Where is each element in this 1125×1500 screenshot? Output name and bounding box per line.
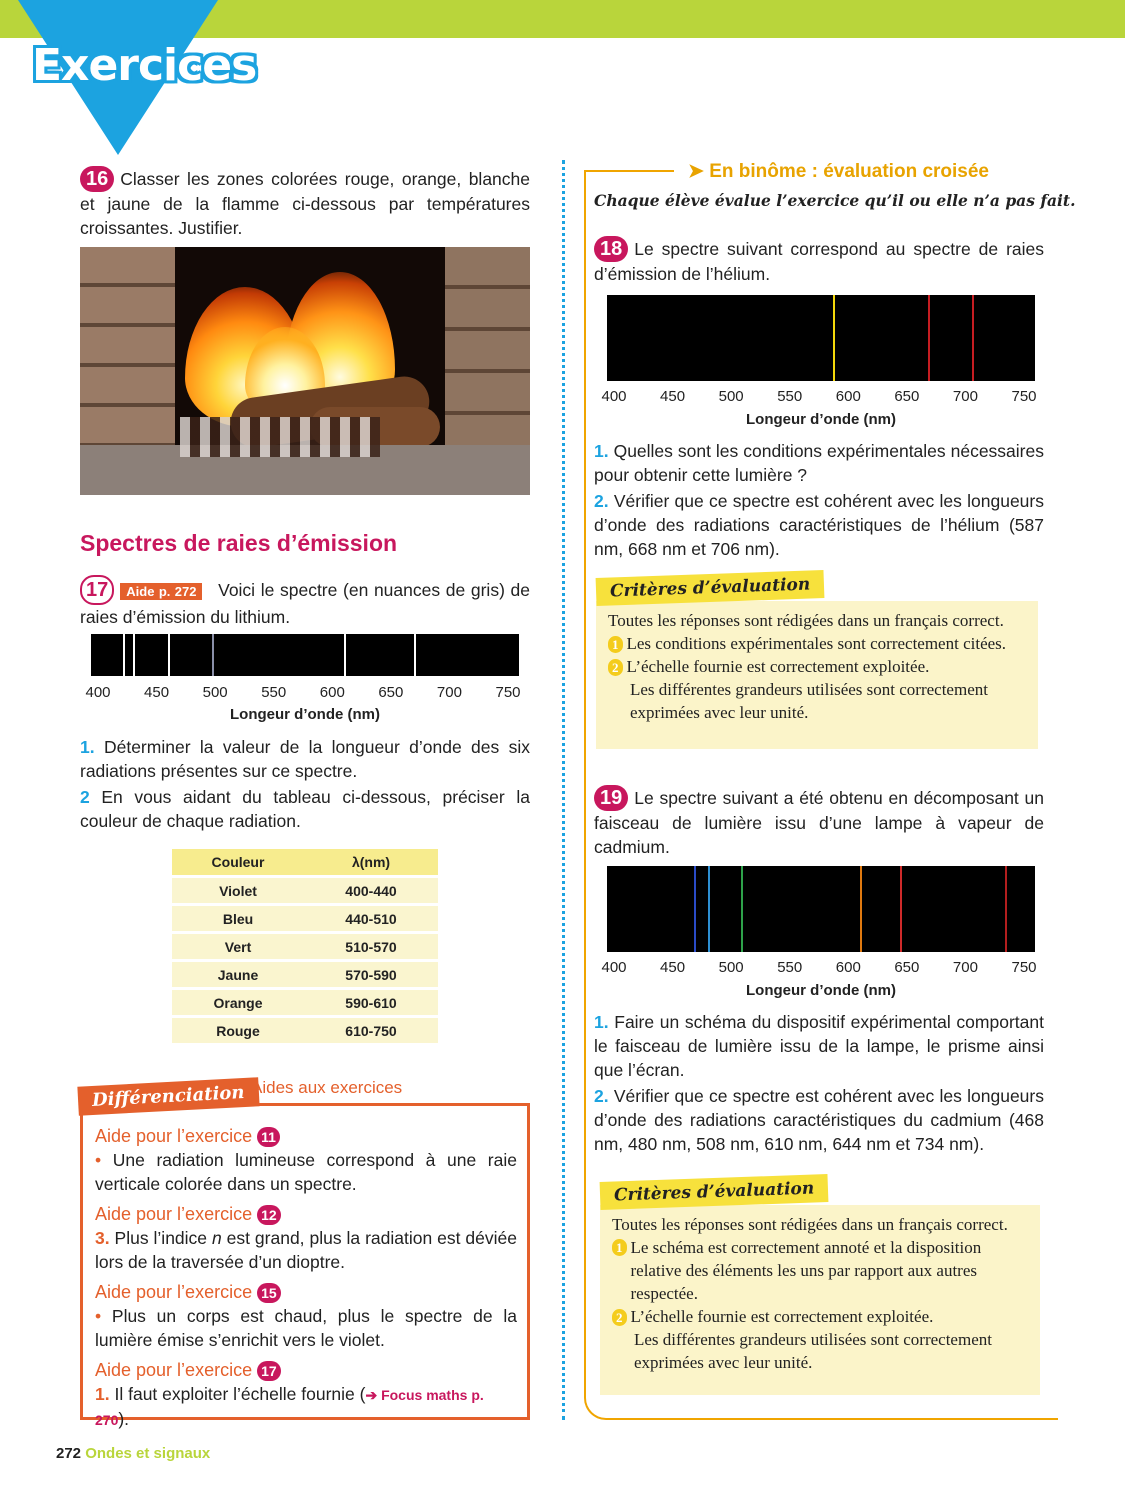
tick-label: 650 — [894, 388, 920, 405]
tick-label: 600 — [319, 684, 345, 701]
aide-label: Aide pour l’exercice — [95, 1360, 253, 1380]
exercise-19-q2: 2. Vérifier que ce spectre est cohérent avec les longueurs d’onde des radiations caractéristiques du cadmium (468 nm, 480 nm, 508 nm, 610 nm, 644 nm et 734 nm). — [594, 1086, 1044, 1154]
tick-label: 400 — [85, 684, 111, 701]
spectral-line — [928, 295, 930, 381]
tick-label: 450 — [660, 959, 686, 976]
exercise-16 — [80, 166, 530, 240]
binome-title: ➤ En binôme : évaluation croisée — [688, 161, 989, 182]
exercise-17-q2 — [80, 785, 530, 833]
tick-label: 450 — [660, 388, 686, 405]
aide-label: Aide pour l’exercice — [95, 1282, 253, 1302]
table-row: Rouge 610-750 — [172, 1018, 438, 1043]
exercise-19 — [594, 785, 1044, 859]
exercise-19-q1: 1. Faire un schéma du dispositif expérimental comportant le faisceau de lumière issu de la lampe, le prisme ainsi que l’écran. — [594, 1012, 1044, 1080]
tick-label: 600 — [835, 959, 861, 976]
tick-label: 550 — [261, 684, 287, 701]
binome-rule — [584, 170, 674, 172]
aide-number[interactable]: 12 — [257, 1205, 281, 1225]
exercise-text: Le spectre suivant correspond au spectre de raies d’émission de l’hélium. — [594, 239, 1044, 284]
page-number: 272 — [56, 1445, 82, 1462]
tick-label: 450 — [144, 684, 170, 701]
criteria-box: Toutes les réponses sont rédigées dans un français correct. 1 Le schéma est correctement annoté et la disposition relative des éléments les uns par rapport aux autres respectée. 2 L’échelle fournie est correctement exploitée. Les différentes grandeurs utilisées sont correctement exprimées avec leur unité. — [600, 1205, 1040, 1395]
column-divider — [562, 160, 565, 1420]
spectral-line — [344, 634, 346, 676]
exercise-number: 16 — [80, 166, 114, 192]
spectral-line — [972, 295, 974, 381]
tick-label: 650 — [894, 959, 920, 976]
tick-label: 500 — [718, 388, 744, 405]
spectral-line — [833, 295, 835, 381]
spectral-line — [133, 634, 135, 676]
tick-label: 600 — [835, 388, 861, 405]
axis-label: Longeur d’onde (nm) — [746, 982, 896, 999]
differenciation-box: Aide pour l’exercice 11 • Une radiation lumineuse correspond à une raie verticale colorée dans un spectre. Aide pour l’exercice 12 3. Plus l’indice n est grand, plus la radiation est déviée lors de la traversée d’un dioptre. Aide pour l’exercice 15 • Plus un corps est chaud, plus le spectre de la lumière émise s’enrichit vers le violet. Aide pour l’exercice 17 1. Il faut exploiter l’échelle fournie (➔ Focus maths p. 270). — [80, 1103, 530, 1420]
exercise-18-q1: 1. Quelles sont les conditions expérimentales nécessaires pour obtenir cette lumière ? — [594, 441, 1044, 485]
focus-maths-link[interactable]: ➔ Focus maths p. 270 — [95, 1387, 484, 1428]
chapter-name: Ondes et signaux — [85, 1445, 211, 1462]
tick-label: 400 — [601, 959, 627, 976]
criteria-tag: Critères d’évaluation — [600, 1174, 829, 1210]
question-number: 2 — [80, 787, 90, 807]
exercise-18-q2: 2. Vérifier que ce spectre est cohérent avec les longueurs d’onde des radiations caractéristiques de l’hélium (587 nm, 668 nm et 706 nm). — [594, 491, 1044, 559]
tick-label: 750 — [1011, 959, 1037, 976]
criteria-box: Toutes les réponses sont rédigées dans un français correct. 1 Les conditions expérimentales sont correctement citées. 2 L’échelle fournie est correctement exploitée. Les différentes grandeurs utilisées sont correctement exprimées avec leur unité. — [596, 601, 1038, 749]
axis-label: Longeur d’onde (nm) — [746, 411, 896, 428]
exercise-18 — [594, 236, 1044, 286]
tick-label: 700 — [436, 684, 462, 701]
spectral-line — [123, 634, 125, 676]
tick-label: 550 — [777, 959, 803, 976]
aide-text: Plus un corps est chaud, plus le spectre de la lumière émise s’enrichit vers le violet. — [95, 1306, 517, 1350]
table-row: Vert 510-570 — [172, 934, 438, 959]
spectral-line — [168, 634, 170, 676]
differenciation-tag: Différenciation — [77, 1077, 259, 1115]
spectral-line — [414, 634, 416, 676]
spectral-line — [900, 866, 902, 952]
spectral-line — [1005, 866, 1007, 952]
fireplace-photo — [80, 247, 530, 495]
spectral-line — [860, 866, 862, 952]
spectral-line — [708, 866, 710, 952]
spectral-line — [741, 866, 743, 952]
tick-label: 500 — [202, 684, 228, 701]
tick-label: 400 — [601, 388, 627, 405]
aide-number[interactable]: 15 — [257, 1283, 281, 1303]
tick-label: 700 — [952, 959, 978, 976]
tick-label: 700 — [952, 388, 978, 405]
spectral-line — [212, 634, 214, 676]
question-text: Déterminer la valeur de la longueur d’onde des six radiations présentes sur ce spectre. — [80, 737, 530, 781]
tick-label: 750 — [1011, 388, 1037, 405]
page-title: Exercices — [32, 40, 257, 91]
section-title: Spectres de raies d’émission — [80, 530, 398, 556]
table-header: Couleur — [172, 849, 304, 875]
table-header: λ(nm) — [304, 849, 438, 875]
tick-label: 650 — [378, 684, 404, 701]
spectral-line — [694, 866, 696, 952]
aide-number[interactable]: 17 — [257, 1361, 281, 1381]
exercise-number: 17 — [80, 575, 114, 605]
footer — [56, 1445, 210, 1462]
table-row: Orange 590-610 — [172, 990, 438, 1015]
exercise-text: Voici le spectre (en nuances de gris) de raies d’émission du lithium. — [80, 580, 530, 627]
exercise-17-q1 — [80, 735, 530, 783]
table-row: Jaune 570-590 — [172, 962, 438, 987]
table-row: Bleu 440-510 — [172, 906, 438, 931]
criteria-tag: Critères d’évaluation — [596, 570, 825, 606]
cadmium-spectrum — [607, 866, 1035, 952]
tick-label: 750 — [495, 684, 521, 701]
aide-label: Aide pour l’exercice — [95, 1126, 253, 1146]
exercise-text: Le spectre suivant a été obtenu en décomposant un faisceau de lumière issu d’une lampe à vapeur de cadmium. — [594, 788, 1044, 857]
binome-subtitle: Chaque élève évalue l’exercice qu’il ou elle n’a pas fait. — [594, 191, 1076, 210]
exercise-17 — [80, 575, 530, 629]
aide-number[interactable]: 11 — [257, 1127, 280, 1147]
aide-text: Une radiation lumineuse correspond à une raie verticale colorée dans un spectre. — [95, 1150, 517, 1194]
question-number: 1. — [80, 737, 95, 757]
table-row: Violet 400-440 — [172, 878, 438, 903]
exercise-text: Classer les zones colorées rouge, orange, blanche et jaune de la flamme ci-dessous par températures croissantes. Justifier. — [80, 169, 530, 238]
question-text: En vous aidant du tableau ci-dessous, préciser la couleur de chaque radiation. — [80, 787, 530, 831]
exercise-number: 19 — [594, 785, 628, 811]
aide-label: Aide pour l’exercice — [95, 1204, 253, 1224]
tick-label: 550 — [777, 388, 803, 405]
aide-link[interactable]: Aide p. 272 — [120, 583, 202, 600]
axis-label: Longeur d’onde (nm) — [230, 706, 380, 723]
lithium-spectrum — [91, 634, 519, 676]
exercise-number: 18 — [594, 236, 628, 262]
tick-label: 500 — [718, 959, 744, 976]
differenciation-subtitle: Aides aux exercices — [251, 1078, 403, 1097]
helium-spectrum — [607, 295, 1035, 381]
color-table — [172, 846, 438, 1046]
